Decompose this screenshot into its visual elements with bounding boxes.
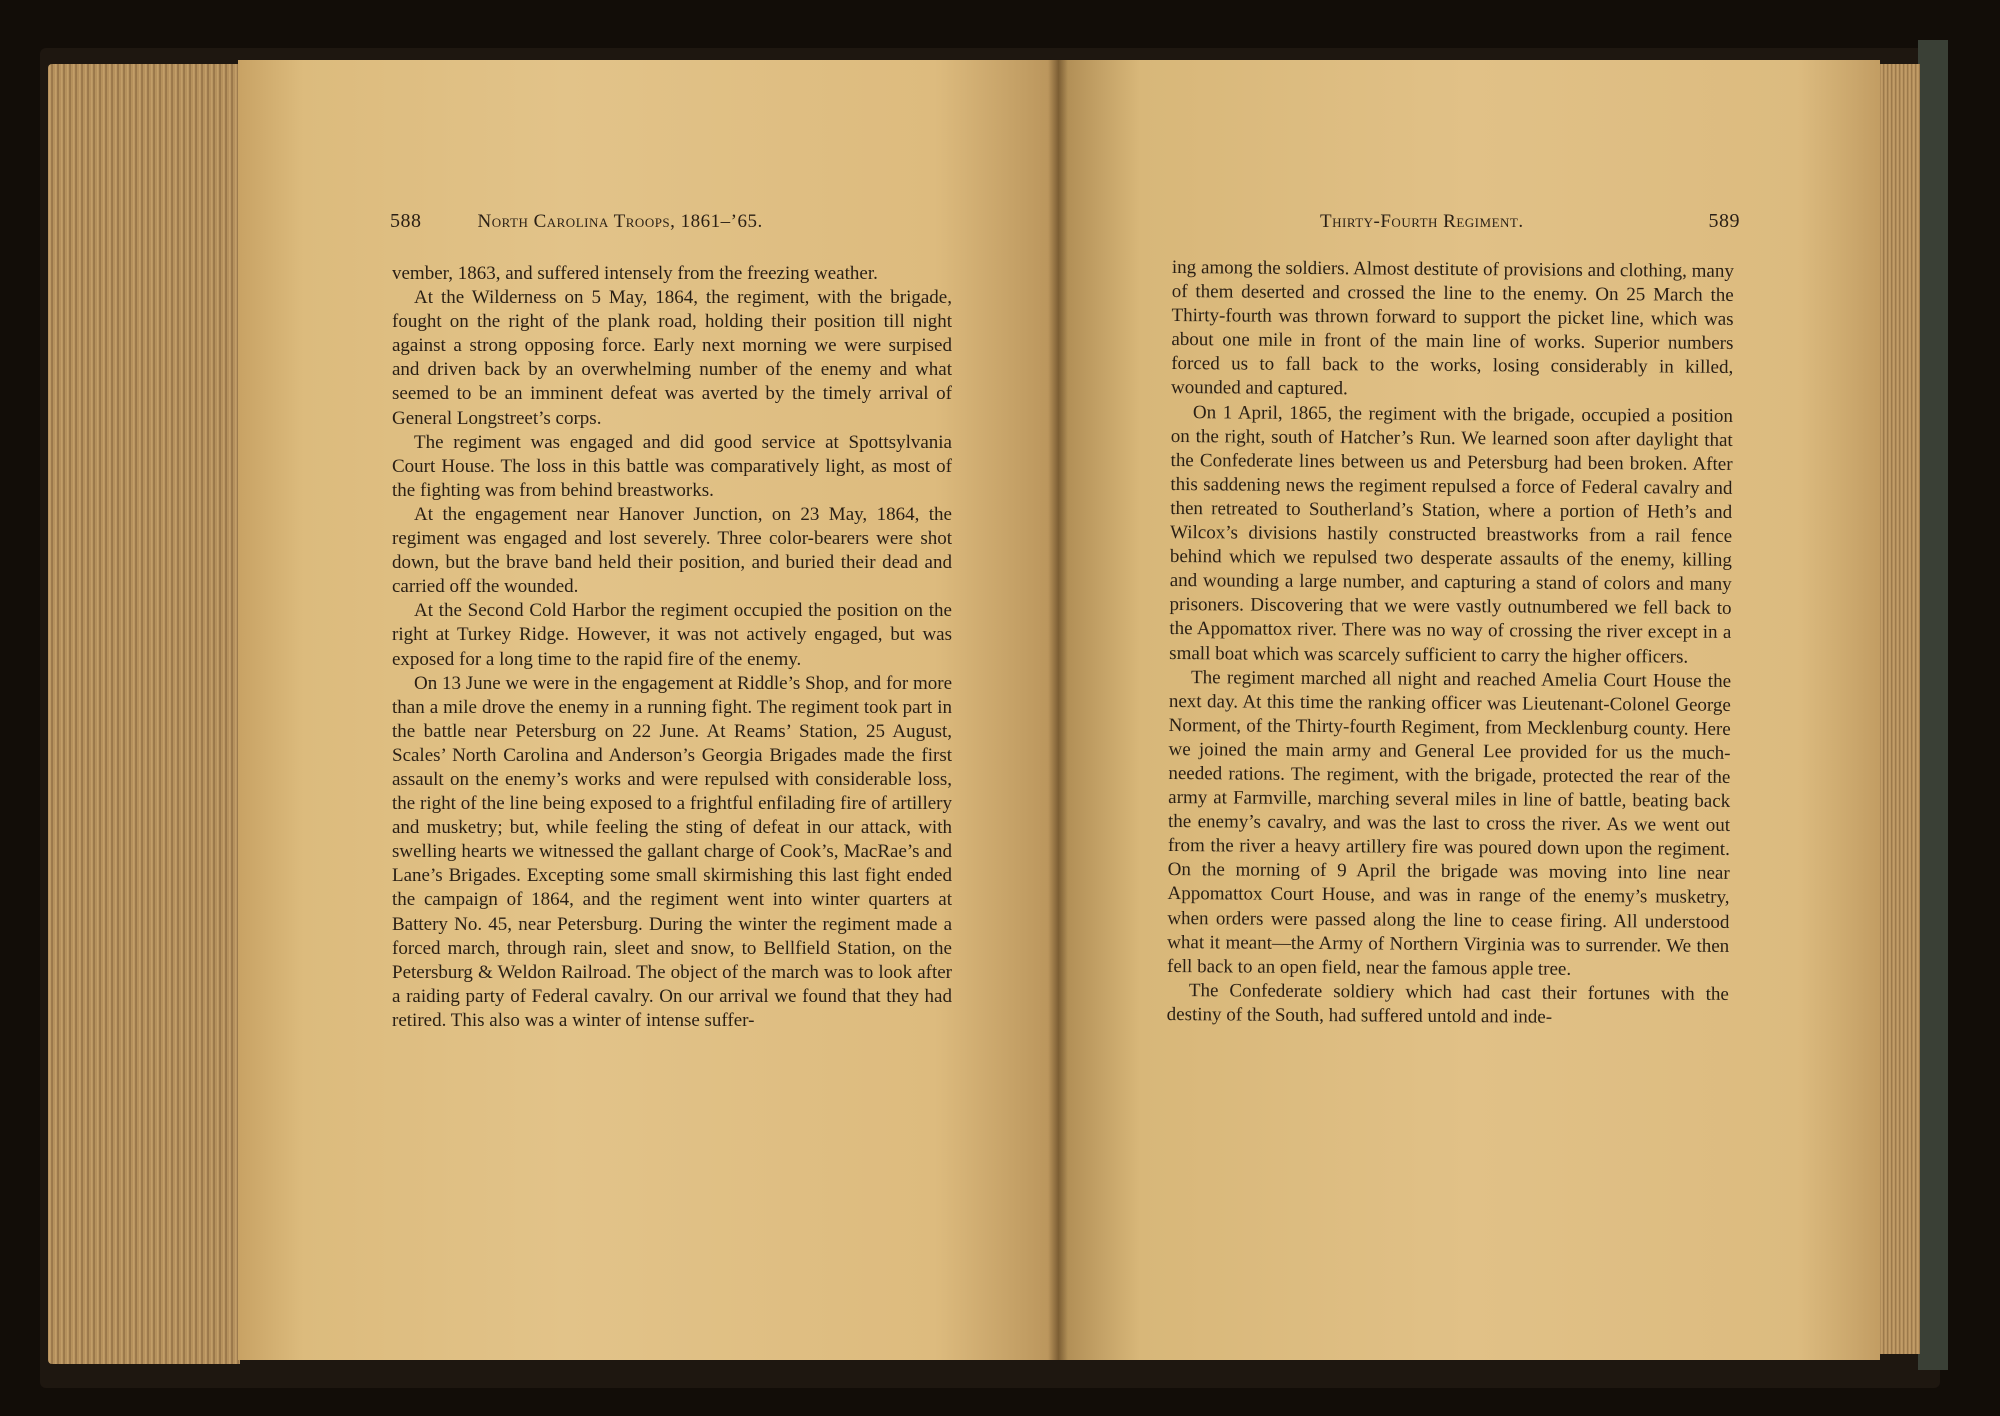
page-edges-left (48, 64, 240, 1364)
book-cover-right (1918, 40, 1948, 1370)
left-page-body (392, 262, 952, 1033)
book-gutter (1048, 60, 1068, 1360)
paragraph: At the engagement near Hanover Junction, on 23 May, 1864, the regiment was engaged and lost severely. Three color-bearers were shot down, but the brave band held their position, and buried their dead and carried off the wounded. (392, 503, 952, 598)
paragraph: The regiment marched all night and reached Amelia Court House the next day. At this time the ranking officer was Lieutenant-Colonel George Norment, of the Thirty-fourth Regiment, from Mecklenburg county. Here we joined the main army and General Lee provided for us the much-needed rations. The regiment, with the brigade, protected the rear of the army at Farmville, marching several miles in line of battle, beating back the enemy’s cavalry, and was the last to cross the river. As we went out from the river a heavy artillery fire was poured down upon the regiment. On the morning of 9 April the brigade was moving into line near Appomattox Court House, and was in range of the enemy’s musketry, when orders were passed along the line to cease firing. All understood what it meant—the Army of Northern Virginia was to surrender. We then fell back to an open field, near the famous apple tree. (1166, 666, 1732, 980)
paragraph: vember, 1863, and suffered intensely from the freezing weather. (392, 263, 878, 284)
paragraph: At the Wilderness on 5 May, 1864, the regiment, with the brigade, fought on the right of the plank road, holding their position till night against a strong opposing force. Early next morning we were surpised and driven back by an overwhelming number of the enemy and what seemed to be an imminent defeat was averted by the timely arrival of General Longstreet’s corps. (392, 287, 952, 429)
paragraph: The Confederate soldiery which had cast their fortunes with the destiny of the South, had suffered untold and inde- (1166, 979, 1729, 1028)
paragraph: On 13 June we were in the engagement at Riddle’s Shop, and for more than a mile drove the enemy in a running fight. The regiment took part in the battle near Petersburg on 22 June. At Reams’ Station, 25 August, Scales’ North Carolina and Anderson’s Georgia Brigades made the first assault on the enemy’s works and were repulsed with considerable loss, the right of the line being exposed to a frightful enfilading fire of artillery and musketry; but, while feeling the sting of defeat in our attack, with swelling hearts we witnessed the gallant charge of Cook’s, MacRae’s and Lane’s Brigades. Excepting some small skirmishing this last fight ended the campaign of 1864, and the regiment went into winter quarters at Battery No. 45, near Petersburg. During the winter the regiment made a forced march, through rain, sleet and snow, to Bellfield Station, on the Petersburg & Weldon Railroad. The object of the march was to look after a raiding party of Federal cavalry. On our arrival we found that they had retired. This also was a winter of intense suffer- (392, 672, 952, 1031)
left-page-number: 588 (390, 210, 422, 232)
right-running-title: Thirty-Fourth Regiment. (1320, 211, 1524, 232)
paragraph: At the Second Cold Harbor the regiment occupied the position on the right at Turkey Ridge. However, it was not actively engaged, but was exposed for a long time to the rapid fire of the enemy. (392, 600, 952, 670)
page-edges-right (1880, 64, 1920, 1354)
paragraph: ing among the soldiers. Almost destitute of provisions and clothing, many of them deserted and crossed the line to the enemy. On 25 March the Thirty-fourth was thrown forward to support the picket line, which was about one mile in front of the main line of works. Superior numbers forced us to fall back to the works, losing considerably in killed, wounded and captured. (1171, 256, 1734, 400)
left-running-title: North Carolina Troops, 1861–’65. (477, 211, 763, 232)
right-running-head (1320, 210, 1740, 240)
right-page-body (1167, 256, 1734, 1031)
paragraph: The regiment was engaged and did good service at Spottsylvania Court House. The loss in this battle was comparatively light, as most of the fighting was from behind breastworks. (392, 431, 952, 501)
right-page-number: 589 (1708, 210, 1740, 232)
left-running-head (390, 210, 850, 240)
paragraph: On 1 April, 1865, the regiment with the brigade, occupied a position on the right, south of Hatcher’s Run. We learned soon after daylight that the Confederate lines between us and Petersburg had been broken. After this saddening news the regiment repulsed a force of Federal cavalry and then retreated to Southerland’s Station, where a portion of Heth’s and Wilcox’s divisions hastily constructed breastworks from a rail fence behind which we repulsed two desperate assaults of the enemy, killing and wounding a large number, and capturing a stand of colors and many prisoners. Discovering that we were vastly outnumbered we fell back to the Appomattox river. There was no way of crossing the river except in a small boat which was scarcely sufficient to carry the higher officers. (1169, 401, 1733, 668)
